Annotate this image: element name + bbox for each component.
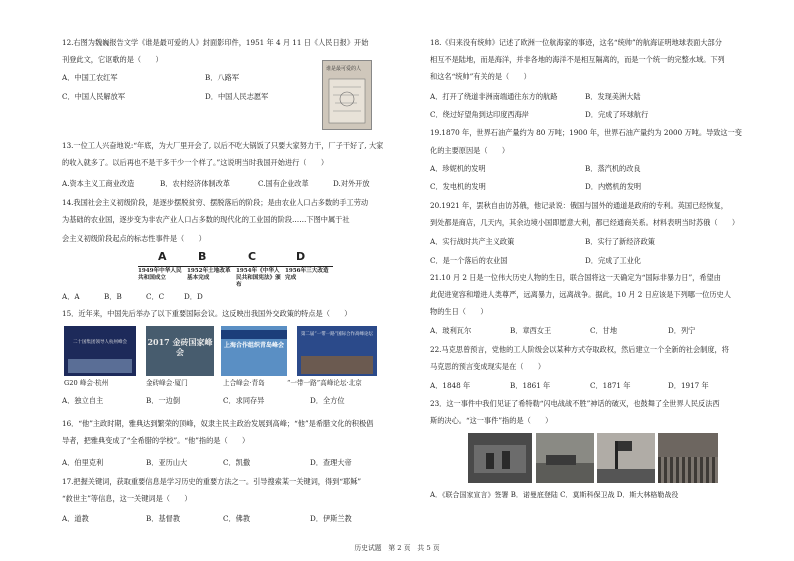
q16-stem-line2: 导者，把雅典变成了“全希腊的学校”。“他”指的是（ ） bbox=[62, 436, 250, 445]
q23-options-line[interactable]: A．《联合国家宣言》签署 B．诺曼底登陆 C．莫斯科保卫战 D．斯大林格勒战役 bbox=[430, 491, 679, 499]
q18-stem-line3: 和这名“统帅”有关的是（ ） bbox=[430, 72, 531, 81]
q17-stem-line2: “救世主”等信息，这一关键词是（ ） bbox=[62, 494, 192, 503]
q14-option-d[interactable]: D．D bbox=[184, 292, 203, 301]
q22-option-b[interactable]: B．1861 年 bbox=[510, 381, 551, 390]
timeline-axis bbox=[138, 266, 333, 267]
q22-stem-line2: 马克思的预言变成现实是在（ ） bbox=[430, 362, 546, 371]
page-footer: 历史试题 第 2 页 共 5 页 bbox=[354, 544, 440, 552]
timeline-event-b: 1952年土地改革基本完成 bbox=[187, 268, 231, 281]
q15-option-a[interactable]: A．独立自主 bbox=[62, 396, 104, 405]
q17-option-a[interactable]: A．道教 bbox=[62, 514, 89, 523]
q14-option-a[interactable]: A．A bbox=[62, 292, 80, 301]
timeline-event-c: 1954年《中华人民共和国宪法》颁布 bbox=[236, 268, 281, 288]
q13-stem-line2: 的收入就多了。以后再也不是干多干少一个样了。”这说明当时我国开始进行（ ） bbox=[62, 158, 329, 167]
q18-option-d[interactable]: D．完成了环球航行 bbox=[585, 110, 649, 119]
q22-stem-line1: 22.马克思曾预言，党他的工人阶级会以某种方式夺取政权，然后建立一个全新的社会制度，将 bbox=[430, 345, 729, 354]
q19-option-c[interactable]: C．发电机的发明 bbox=[430, 182, 486, 191]
q18-option-b[interactable]: B．发现美洲大陆 bbox=[585, 92, 641, 101]
q17-option-b[interactable]: B．基督教 bbox=[146, 514, 181, 523]
q18-option-c[interactable]: C．绕过好望角到达印度西海岸 bbox=[430, 110, 529, 119]
q12-option-c[interactable]: C．中国人民解放军 bbox=[62, 92, 126, 101]
q16-option-b[interactable]: B．亚历山大 bbox=[146, 458, 188, 467]
q14-option-c[interactable]: C．C bbox=[146, 292, 165, 301]
timeline-mark-d: D bbox=[296, 250, 306, 263]
declaration-signing-photo bbox=[468, 433, 532, 483]
q20-option-d[interactable]: D．完成了工业化 bbox=[585, 256, 642, 265]
q23-stem-line2: 斯的决心。“这一事件”指的是（ ） bbox=[430, 416, 553, 425]
g20-hangzhou-photo bbox=[64, 326, 136, 376]
q17-stem-line1: 17.把握关键词，获取重要信息是学习历史的重要方法之一。引导搜索某一关键词，得到“耶稣” bbox=[62, 477, 362, 486]
stalingrad-battle-photo bbox=[658, 433, 718, 483]
q12-stem-line1: 12.右图为魏巍报告文学《谁是最可爱的人》封面影印件，1951 年 4 月 11 日《人民日报》开始 bbox=[62, 38, 369, 47]
brics-xiamen-photo bbox=[146, 326, 214, 376]
q19-option-d[interactable]: D．内燃机的发明 bbox=[585, 182, 642, 191]
book-cover-title: 谁是最可爱的人 bbox=[326, 66, 362, 72]
q13-option-a[interactable]: A.资本主义工商业改造 bbox=[62, 179, 135, 188]
timeline-event-d: 1956年三大改造完成 bbox=[285, 268, 329, 281]
belt-road-forum-photo bbox=[297, 326, 377, 376]
q20-option-c[interactable]: C．是一个落后的农业国 bbox=[430, 256, 508, 265]
timeline-mark-b: B bbox=[198, 250, 207, 263]
q22-option-d[interactable]: D．1917 年 bbox=[668, 381, 709, 390]
thumb-caption-sco: 上合峰会·青岛 bbox=[223, 379, 265, 387]
g20-banner-text: 二十国集团领导人杭州峰会 bbox=[73, 340, 127, 345]
q16-option-c[interactable]: C．凯撒 bbox=[223, 458, 251, 467]
q21-option-b[interactable]: B．章西女王 bbox=[510, 326, 552, 335]
q12-option-b[interactable]: B．八路军 bbox=[205, 73, 240, 82]
q19-option-b[interactable]: B．蒸汽机的改良 bbox=[585, 164, 641, 173]
q17-option-d[interactable]: D．伊斯兰教 bbox=[310, 514, 352, 523]
q13-option-b[interactable]: B．农村经济体制改革 bbox=[160, 179, 230, 188]
book-cover-illustration bbox=[323, 61, 371, 129]
q15-option-d[interactable]: D．全方位 bbox=[310, 396, 345, 405]
q20-stem-line2: 到处都是商店，几天内，其余边境小国即愿意大利，都已经通商关系。材料表明当时苏俄（ ） bbox=[430, 218, 740, 227]
q16-stem-line1: 16．“他”主政时期，雅典达到繁荣的顶峰，奴隶主民主政治发展到高峰；“他”是希腊文化的积极倡 bbox=[62, 419, 374, 428]
q21-stem-line3: 物的生日（ ） bbox=[430, 307, 488, 316]
timeline-event-a: 1949年中华人民共和国成立 bbox=[138, 268, 182, 281]
q14-stem-line2: 为基础的农业国，逐步变为非农产业人口占多数的现代化的工业国的阶段……下图中属于社 bbox=[62, 215, 350, 224]
timeline-mark-a: A bbox=[158, 250, 167, 263]
q14-option-b[interactable]: B．B bbox=[104, 292, 122, 301]
q20-option-b[interactable]: B．实行了新经济政策 bbox=[585, 237, 655, 246]
q21-option-a[interactable]: A．玻利瓦尔 bbox=[430, 326, 472, 335]
q15-option-b[interactable]: B．一边倒 bbox=[146, 396, 181, 405]
normandy-landing-photo bbox=[536, 433, 594, 483]
q16-option-a[interactable]: A．伯里克利 bbox=[62, 458, 104, 467]
q20-stem-line1: 20.1921 年，罢秋自由访苏俄，他记录说：俄国与国外的通道是政府的专利。英国已经恢复， bbox=[430, 201, 728, 210]
q22-option-a[interactable]: A．1848 年 bbox=[430, 381, 471, 390]
q21-stem-line1: 21.10 月 2 日是一位伟大历史人物的生日，联合国将这一天确定为“国际非暴力日”，希望由 bbox=[430, 273, 721, 282]
q18-stem-line1: 18.《归来没有统帅》记述了欧洲一位航海家的事迹，这名“统帅”的航海证明地球表面大部分 bbox=[430, 38, 722, 47]
q20-option-a[interactable]: A．实行战时共产主义政策 bbox=[430, 237, 515, 246]
q16-option-d[interactable]: D．查理大帝 bbox=[310, 458, 352, 467]
brics-banner-text: 2017 金砖国家峰会 bbox=[147, 337, 213, 357]
q21-stem-line2: 此促进宽容和增进人类尊严，远离暴力，远离战争。据此，10 月 2 日应该是下列哪一位历史人 bbox=[430, 290, 731, 299]
thumb-caption-g20: G20 峰会·杭州 bbox=[64, 379, 109, 387]
thumb-caption-belt-road: “一带一路”高峰论坛·北京 bbox=[287, 379, 362, 387]
sco-banner-text: 上海合作组织青岛峰会 bbox=[223, 342, 284, 349]
q12-option-d[interactable]: D．中国人民志愿军 bbox=[205, 92, 269, 101]
q12-option-a[interactable]: A．中国工农红军 bbox=[62, 73, 118, 82]
q13-stem-line1: 13.一位工人兴奋地说:“年底，为大厂里开会了, 以后不吃大锅饭了只要大家努力干，厂子干好了, 大家 bbox=[62, 141, 384, 150]
q13-option-c[interactable]: C.国有企业改革 bbox=[258, 179, 309, 188]
moscow-defense-photo bbox=[597, 433, 655, 483]
q22-option-c[interactable]: C．1871 年 bbox=[590, 381, 631, 390]
q18-stem-line2: 相互不是陆地，而是海洋，并非各地的海洋不是相互隔离的，而是一个统一的完整水域。下列 bbox=[430, 55, 725, 64]
q13-option-d[interactable]: D.对外开放 bbox=[333, 179, 370, 188]
q17-option-c[interactable]: C．佛教 bbox=[223, 514, 251, 523]
q15-stem: 15．近年来，中国先后举办了以下重要国际会议。这反映出我国外交政策的特点是（ ） bbox=[62, 309, 352, 318]
belt-road-banner-text: 第二届“一带一路”国际合作高峰论坛 bbox=[300, 332, 374, 337]
q19-option-a[interactable]: A．珍妮机的发明 bbox=[430, 164, 486, 173]
q23-stem-line1: 23．这一事件中我们见证了希特勒“闪电战战不胜”神话的破灭，也鼓舞了全世界人民反法西 bbox=[430, 399, 720, 408]
timeline-mark-c: C bbox=[248, 250, 257, 263]
q14-stem-line1: 14.我国社会主义初级阶段，是逐步摆脱贫穷、摆脱落后的阶段；是由农业人口占多数的手工劳动 bbox=[62, 198, 369, 207]
q14-stem-line3: 会主义初级阶段起点的标志性事件是（ ） bbox=[62, 234, 206, 243]
thumb-caption-brics: 金砖峰会·厦门 bbox=[146, 379, 188, 387]
q19-stem-line2: 化的主要原因是（ ） bbox=[430, 146, 510, 155]
sco-qingdao-photo bbox=[221, 326, 287, 376]
q18-option-a[interactable]: A．打开了绕道非洲南端通往东方的航路 bbox=[430, 92, 558, 101]
q12-stem-line2: 刊登此文，它讴歌的是（ ） bbox=[62, 55, 163, 64]
q15-option-c[interactable]: C．求同存异 bbox=[223, 396, 265, 405]
q19-stem-line1: 19.1870 年，世界石油产量约为 80 万吨；1900 年，世界石油产量约为 2000 万吨。导致这一变 bbox=[430, 128, 742, 137]
q21-option-c[interactable]: C．甘地 bbox=[590, 326, 618, 335]
q21-option-d[interactable]: D．列宁 bbox=[668, 326, 696, 335]
book-cover-image bbox=[322, 60, 372, 130]
